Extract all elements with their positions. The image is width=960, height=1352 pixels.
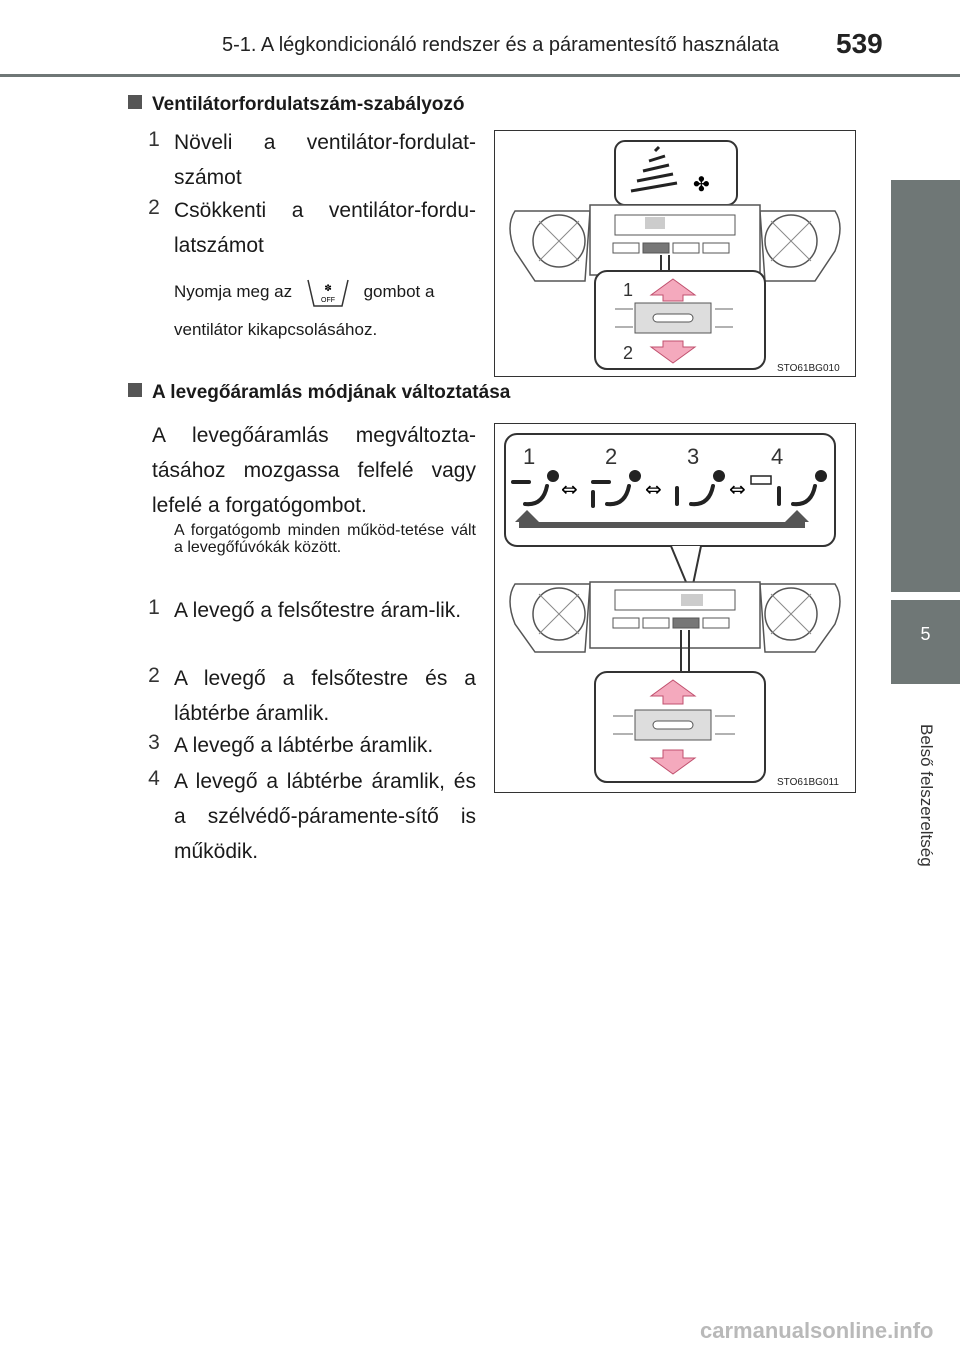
airflow-mode-3-text: A levegő a lábtérbe áramlik. bbox=[174, 734, 434, 757]
fan-off-note-line2: ventilátor kikapcsolásához. bbox=[174, 320, 378, 339]
svg-text:2: 2 bbox=[623, 343, 634, 363]
airflow-mode-4-text: A levegő a lábtérbe áramlik, és a szélvédő-páramente-sítő is működik. bbox=[174, 770, 476, 863]
item-number: 1 bbox=[148, 596, 160, 619]
svg-text:4: 4 bbox=[771, 444, 784, 469]
page-header-title: 5-1. A légkondicionáló rendszer és a páramentesítő használata bbox=[222, 34, 780, 56]
airflow-note: A forgatógomb minden működ-tetése vált a levegőfúvókák között. bbox=[174, 522, 476, 556]
figure-code: STO61BG010 bbox=[777, 363, 840, 374]
header-divider bbox=[0, 74, 960, 77]
fan-increase-text: Növeli a ventilátor-fordulat-számot bbox=[174, 131, 476, 189]
svg-text:2: 2 bbox=[605, 444, 618, 469]
chapter-number: 5 bbox=[920, 624, 931, 644]
airflow-mode-1-text: A levegő a felsőtestre áram-lik. bbox=[174, 599, 462, 622]
page-number: 539 bbox=[836, 28, 883, 59]
figure-code: STO61BG011 bbox=[777, 777, 839, 788]
item-number: 2 bbox=[148, 664, 160, 687]
svg-text:⇔: ⇔ bbox=[729, 477, 746, 501]
fan-off-note: Nyomja meg az ✽ OFF gombot a bbox=[174, 278, 480, 307]
bullet-square-icon bbox=[128, 95, 142, 109]
svg-text:⇔: ⇔ bbox=[561, 477, 578, 501]
svg-text:1: 1 bbox=[523, 444, 536, 469]
figure-fan-control bbox=[494, 130, 856, 377]
svg-text:3: 3 bbox=[687, 444, 700, 469]
bullet-square-icon bbox=[128, 383, 142, 397]
item-number: 2 bbox=[148, 196, 160, 219]
airflow-intro-text: A levegőáramlás megváltozta-tásához mozgassa felfelé vagy lefelé a forgatógombot. bbox=[152, 424, 476, 517]
item-number: 3 bbox=[148, 731, 160, 754]
watermark: carmanualsonline.info bbox=[700, 1318, 934, 1343]
svg-text:✽: ✽ bbox=[324, 283, 332, 294]
fan-off-button-icon bbox=[305, 279, 351, 307]
item-number: 1 bbox=[148, 128, 160, 151]
section-heading-fan-speed: Ventilátorfordulatszám-szabályozó bbox=[128, 94, 465, 116]
svg-text:1: 1 bbox=[623, 280, 634, 300]
item-number: 4 bbox=[148, 767, 160, 790]
section-heading-airflow-mode: A levegőáramlás módjának változtatása bbox=[128, 382, 510, 404]
figure-airflow-modes bbox=[494, 423, 856, 793]
fan-decrease-text: Csökkenti a ventilátor-fordu-latszámot bbox=[174, 199, 476, 257]
svg-text:⇔: ⇔ bbox=[645, 477, 662, 501]
svg-text:OFF: OFF bbox=[320, 296, 335, 304]
chapter-tab-bar bbox=[891, 180, 960, 592]
chapter-label: Belső felszereltség bbox=[917, 724, 936, 867]
svg-text:✤: ✤ bbox=[693, 172, 710, 196]
airflow-mode-2-text: A levegő a felsőtestre és a lábtérbe áramlik. bbox=[174, 667, 476, 725]
